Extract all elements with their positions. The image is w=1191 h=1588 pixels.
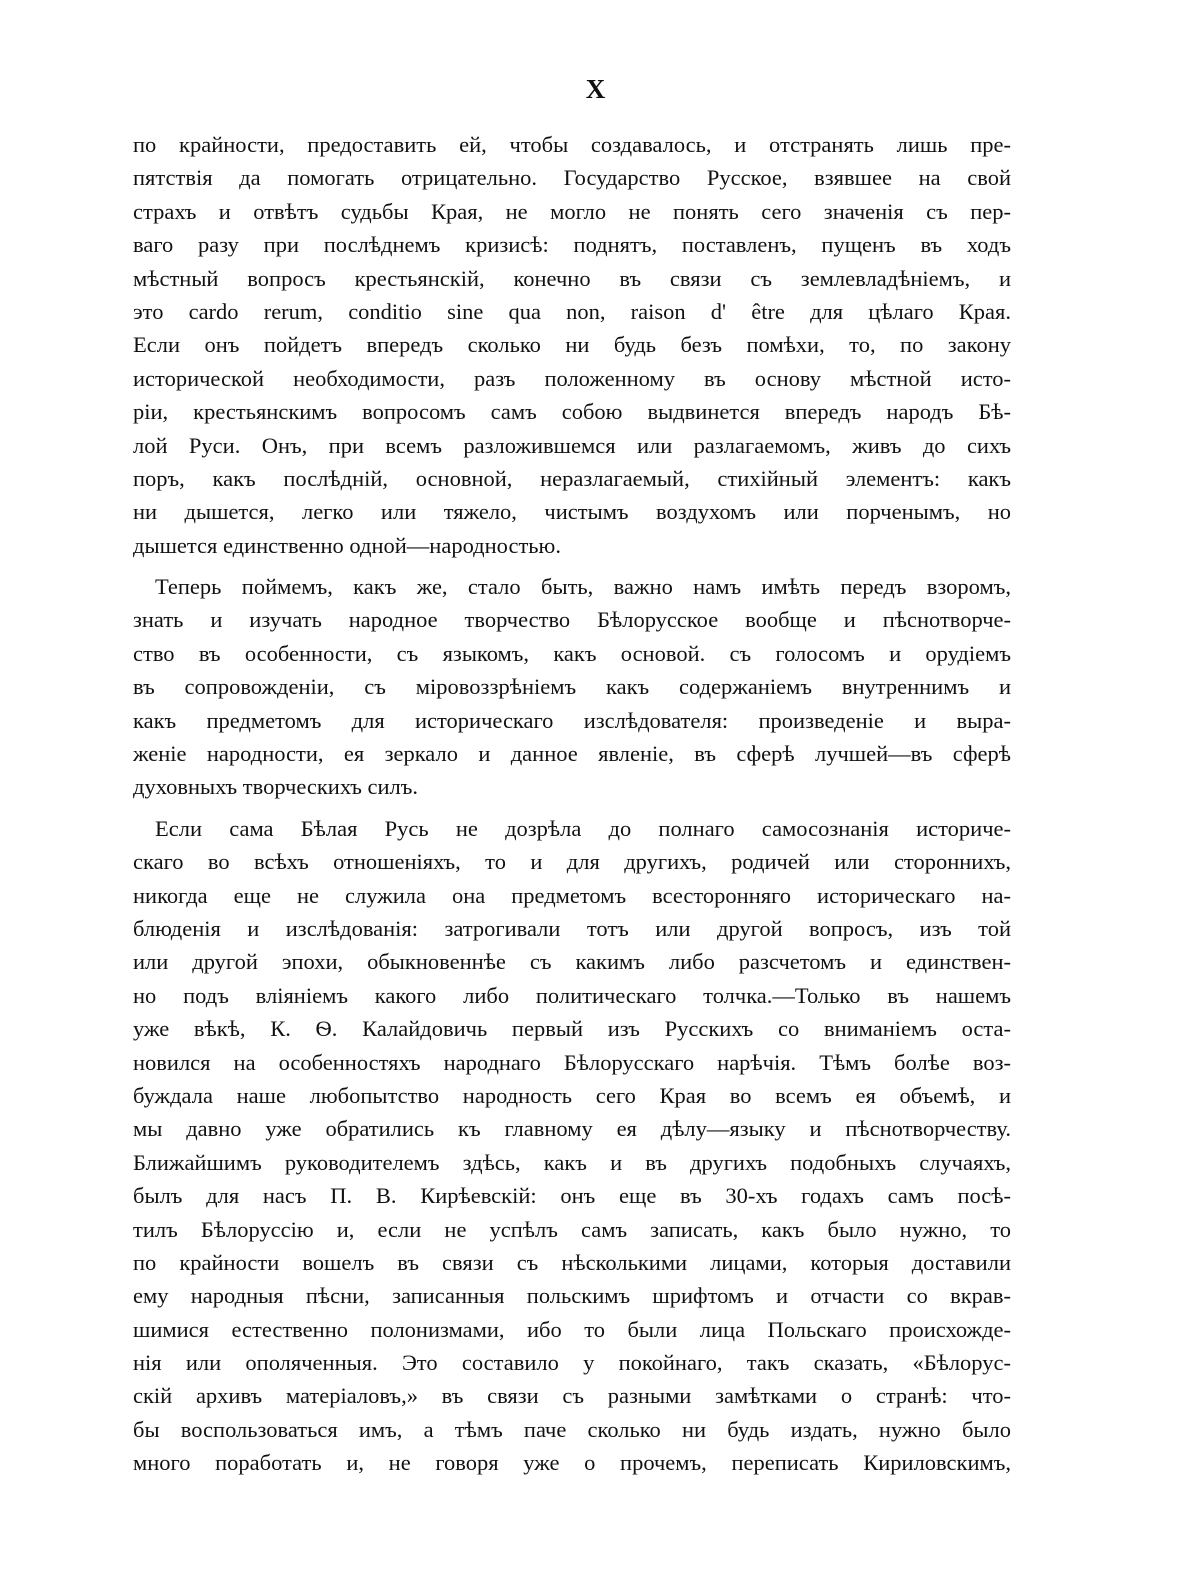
text-line: скаго во всѣхъ отношеніяхъ, то и для другихъ, родичей или стороннихъ,: [133, 849, 1011, 875]
text-line: никогда еще не служила она предметомъ всесторонняго историческаго на-: [133, 882, 1011, 908]
text-line: шимися естественно полонизмами, ибо то были лица Польскаго происхожде-: [133, 1316, 1011, 1342]
text-line: Если онъ пойдетъ впередъ сколько ни будь безъ помѣхи, то, по закону: [133, 332, 1011, 358]
text-line: буждала наше любопытство народность сего Края во всемъ ея объемѣ, и: [133, 1082, 1011, 1108]
text-line: женіе народности, ея зеркало и данное явленіе, въ сферѣ лучшей—въ сферѣ: [133, 741, 1011, 767]
text-line: или другой эпохи, обыкновеннѣе съ какимъ либо разсчетомъ и единствен-: [133, 949, 1011, 975]
text-line: уже вѣкѣ, К. Ѳ. Калайдовичь первый изъ Русскихъ со вниманіемъ оста-: [133, 1016, 1011, 1042]
text-line: ство въ особенности, съ языкомъ, какъ основой. съ голосомъ и орудіемъ: [133, 640, 1011, 666]
text-line: ваго разу при послѣднемъ кризисѣ: поднятъ, поставленъ, пущенъ въ ходъ: [133, 232, 1011, 258]
text-line: въ сопровожденіи, съ міровоззрѣніемъ какъ содержаніемъ внутреннимъ и: [133, 674, 1011, 700]
text-line: Если сама Бѣлая Русь не дозрѣла до полнаго самосознанія историче-: [155, 815, 1011, 841]
text-line: ни дышется, легко или тяжело, чистымъ воздухомъ или порченымъ, но: [133, 499, 1011, 525]
text-line: скій архивъ матеріаловъ,» въ связи съ разными замѣтками о странѣ: что-: [133, 1383, 1011, 1409]
paragraph-gap: [133, 804, 1011, 812]
text-line: былъ для насъ П. В. Кирѣевскій: онъ еще въ 30-хъ годахъ самъ посѣ-: [133, 1183, 1011, 1209]
text-line: лой Руси. Онъ, при всемъ разложившемся или разлагаемомъ, живъ до сихъ: [133, 432, 1011, 458]
text-line: бы воспользоваться имъ, а тѣмъ паче сколько ни будь издать, нужно было: [133, 1416, 1011, 1442]
text-line: много поработать и, не говоря уже о прочемъ, переписать Кириловскимъ,: [133, 1450, 1011, 1476]
text-line: какъ предметомъ для историческаго изслѣдователя: произведеніе и выра-: [133, 707, 1011, 733]
text-line: по крайности, предоставить ей, чтобы создавалось, и отстранять лишь пре-: [133, 132, 1011, 157]
text-line: ріи, крестьянскимъ вопросомъ самъ собою выдвинется впередъ народъ Бѣ-: [133, 399, 1011, 425]
text-line: Теперь поймемъ, какъ же, стало быть, важно намъ имѣть передъ взоромъ,: [155, 574, 1011, 600]
text-line: тилъ Бѣлоруссію и, если не успѣлъ самъ записать, какъ было нужно, то: [133, 1216, 1011, 1242]
text-line: мѣстный вопросъ крестьянскій, конечно въ связи съ землевладѣніемъ, и: [133, 265, 1011, 291]
text-line: по крайности вошелъ въ связи съ нѣсколькими лицами, которыя доставили: [133, 1249, 1011, 1275]
text-line: мы давно уже обратились къ главному ея дѣлу—языку и пѣснотворчеству.: [133, 1116, 1011, 1142]
text-line: исторической необходимости, разъ положенному въ основу мѣстной исто-: [133, 365, 1011, 391]
page-number: X: [585, 74, 606, 104]
text-line: ему народныя пѣсни, записанныя польскимъ шрифтомъ и отчасти со вкрав-: [133, 1283, 1011, 1309]
text-line: нія или ополяченныя. Это составило у покойнаго, такъ сказать, «Бѣлорус-: [133, 1350, 1011, 1376]
text-line: новился на особенностяхъ народнаго Бѣлорусскаго нарѣчія. Тѣмъ болѣе воз-: [133, 1049, 1011, 1075]
text-line: блюденія и изслѣдованія: затрогивали тотъ или другой вопросъ, изъ той: [133, 915, 1011, 941]
text-line: знать и изучать народное творчество Бѣлорусское вообще и пѣснотворче-: [133, 607, 1011, 633]
body-text: [133, 128, 1011, 1480]
text-line: страхъ и отвѣтъ судьбы Края, не могло не понять сего значенія съ пер-: [133, 198, 1011, 224]
text-line: Ближайшимъ руководителемъ здѣсь, какъ и въ другихъ подобныхъ случаяхъ,: [133, 1149, 1011, 1175]
text-line: но подъ вліяніемъ какого либо политическаго толчка.—Только въ нашемъ: [133, 982, 1011, 1008]
paragraph-gap: [133, 562, 1011, 570]
text-line: поръ, какъ послѣдній, основной, неразлагаемый, стихійный элементъ: какъ: [133, 465, 1011, 491]
text-line: дышется единственно одной—народностью.: [133, 532, 561, 558]
text-line: духовныхъ творческихъ силъ.: [133, 774, 419, 800]
text-line: это cardo rerum, conditio sine qua non, raison d' être для цѣлаго Края.: [133, 298, 1011, 324]
text-line: пятствія да помогать отрицательно. Государство Русское, взявшее на свой: [133, 165, 1011, 191]
